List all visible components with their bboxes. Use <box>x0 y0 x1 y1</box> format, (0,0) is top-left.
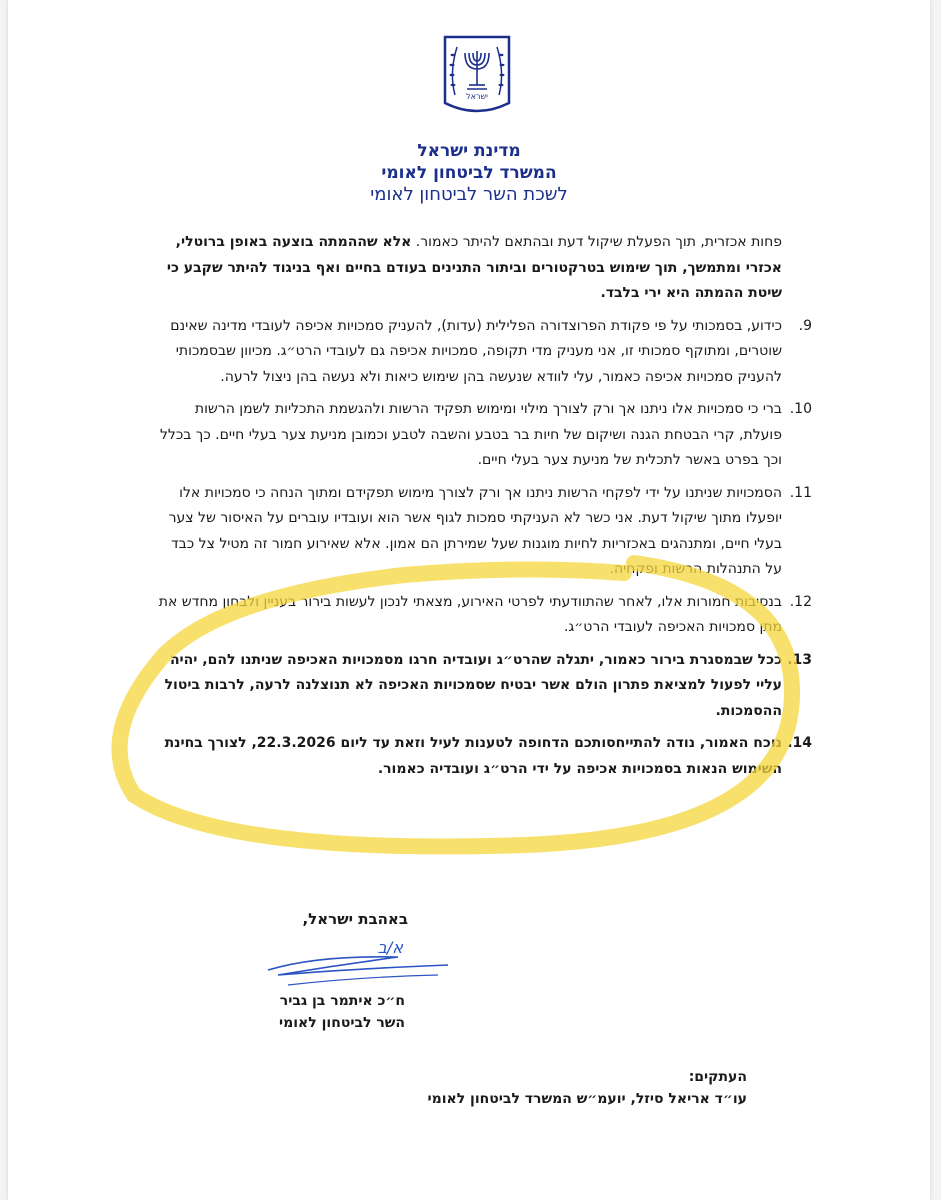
state-name: מדינת ישראל <box>417 141 521 161</box>
item-number: 10. <box>789 401 812 417</box>
letter-body <box>158 230 812 789</box>
item-text: נוכח האמור, נודה להתייחסותכם הדחופה לטענות לעיל וזאת עד ליום 22.3.2026, לצורך בחינת השימוש הנאות בסמכויות אכיפה על ידי הרט״ג ועובדיה כאמור. <box>164 735 782 777</box>
list-item <box>158 731 812 782</box>
item-number: 14. <box>787 735 812 751</box>
list-item <box>158 397 812 474</box>
letterhead <box>8 140 930 206</box>
closing-line: באהבת ישראל, <box>302 910 408 928</box>
list-item <box>158 648 812 725</box>
item-number: 9. <box>798 317 812 334</box>
signer-block <box>279 990 405 1034</box>
item-number: 11. <box>789 484 812 501</box>
item-text: כידוע, בסמכותי על פי פקודת הפרוצדורה הפלילית (עדות), להעניק סמכויות אכיפה לעובדי מדינה שאינם שוטרים, ומתוקף סמכותי זו, אני מעניק מדי תקופה, סמכויות אכיפה גם לעובדי הרט״ג. מכיוון שבסמכותי להעניק סמכויות אכיפה כאמור, עלי לוודא שנעשה בהן שימוש כיאות ולא נעשה בהן ניצול לרעה. <box>170 317 782 385</box>
item-number: 12. <box>789 593 812 610</box>
intro-paragraph <box>158 230 782 307</box>
copies-block <box>427 1066 747 1110</box>
item-text: בנסיבות חמורות אלו, לאחר שהתוודעתי לפרטי האירוע, מצאתי לנכון לעשות בירור בעניין ולבחון מחדש את מתן סמכויות האכיפה לעובדי הרט״ג. <box>158 593 782 635</box>
list-item <box>158 481 812 583</box>
document-page <box>8 0 930 1200</box>
item-text: ברי כי סמכויות אלו ניתנו אך ורק לצורך מילוי ומימוש תפקיד הרשות ולהגשמת התכליות לשמן הרשות פועלת, קרי הבטחת הגנה ושיקום של חיות בר בטבע והשבה לטבע וכמובן מניעת צער בעלי חיים. כך בכלל וכך בפרט באשר לתכלית של מניעת צער בעלי חיים. <box>159 401 782 468</box>
signer-title: השר לביטחון לאומי <box>279 1015 405 1031</box>
list-item <box>158 314 812 391</box>
intro-bold-text: אלא שההמתה בוצעה באופן ברוטלי, אכזרי ומתמשך, תוך שימוש בטרקטורים וביתור התנינים בעודם בחיים ואף בניגוד להיתר שקבע כי שיטת ההמתה היא ירי בלבד. <box>166 234 782 301</box>
state-emblem-icon <box>441 33 513 119</box>
signature-initials: א/ב <box>377 938 403 957</box>
copies-heading: העתקים: <box>688 1069 747 1085</box>
item-text: ככל שבמסגרת בירור כאמור, יתגלה שהרט״ג ועובדיה חרגו מסמכויות האכיפה שניתנו להם, יהיה עליי לפעול למציאת פתרון הולם אשר יבטיח שסמכויות האכיפה לא תנוצלנה לרעה, לרבות ביטול ההסמכות. <box>164 651 782 719</box>
office-name: לשכת השר לביטחון לאומי <box>370 184 568 205</box>
item-text: הסמכויות שניתנו על ידי לפקחי הרשות ניתנו אך ורק לצורך מימוש תפקידם ומתוך הנחה כי סמכויות אלו יופעלו מתוך שיקול דעת. אני כשר לא העניקתי סמכות לגוף אשר הוא ועובדיו עוברים על האיסור של צער בעלי חיים, ומתנהגים באכזריות לחיות מוגנות שעל שמירתן הם אמון. אלא שאירוע חמור זה מטיל צל כבד על התנהלות הרשות ופקחיה. <box>168 484 782 577</box>
item-number: 13. <box>787 651 812 668</box>
list-item <box>158 590 812 641</box>
handwritten-signature <box>258 935 458 995</box>
copies-recipient: עו״ד אריאל סיזל, יועמ״ש המשרד לביטחון לאומי <box>427 1091 747 1107</box>
signer-name: ח״כ איתמר בן גביר <box>279 993 405 1009</box>
intro-normal-text: פחות אכזרית, תוך הפעלת שיקול דעת ובהתאם להיתר כאמור. <box>411 234 782 250</box>
emblem-text: ישראל <box>466 92 488 101</box>
ministry-name: המשרד לביטחון לאומי <box>381 163 557 183</box>
